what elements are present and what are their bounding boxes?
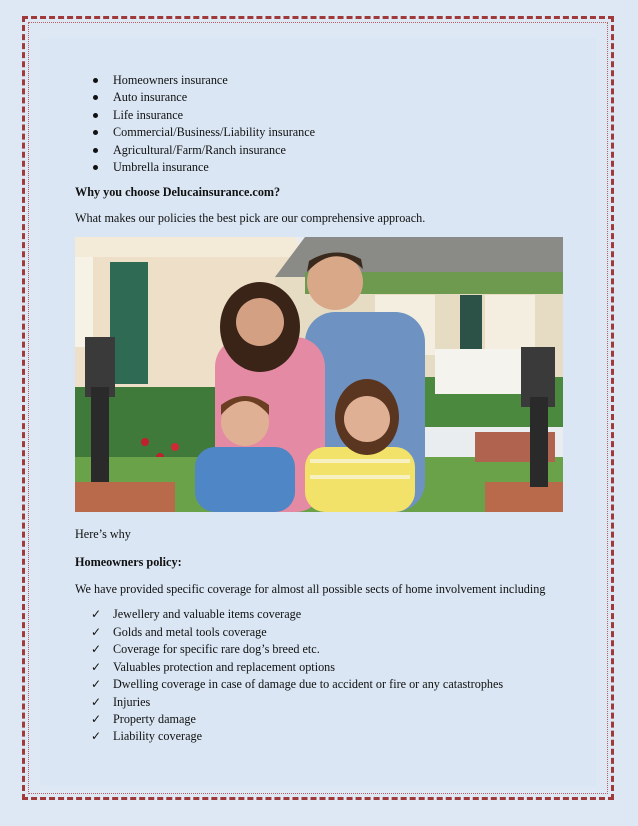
- list-item: [89, 659, 570, 676]
- list-item-label: Property damage: [113, 711, 196, 726]
- heres-why-text: Here’s why: [75, 527, 131, 542]
- check-icon: ✓: [91, 677, 102, 692]
- list-item: [89, 728, 570, 745]
- check-icon: ✓: [91, 659, 102, 674]
- check-icon: ✓: [91, 729, 102, 744]
- check-icon: ✓: [91, 607, 102, 622]
- list-item-label: Dwelling coverage in case of damage due to accident or fire or any catastrophes: [113, 677, 504, 692]
- list-item: Commercial/Business/Liability insurance: [75, 124, 570, 141]
- list-item: Auto insurance: [75, 89, 570, 106]
- list-item: Agricultural/Farm/Ranch insurance: [75, 142, 570, 159]
- list-item: Life insurance: [75, 107, 570, 124]
- list-item-label: Golds and metal tools coverage: [113, 624, 267, 639]
- check-icon: ✓: [91, 711, 102, 726]
- list-item-label: Jewellery and valuable items coverage: [113, 607, 302, 622]
- list-item-label: Liability coverage: [113, 729, 202, 744]
- list-item: [89, 624, 570, 641]
- list-item: Homeowners insurance: [75, 72, 570, 89]
- list-item: [89, 641, 570, 658]
- list-item-label: Coverage for specific rare dog’s breed etc.: [113, 642, 320, 657]
- document-content: [75, 72, 570, 746]
- homeowners-heading: Homeowners policy:: [75, 554, 182, 569]
- check-icon: ✓: [91, 642, 102, 657]
- list-item: [89, 694, 570, 711]
- family-photo: [75, 237, 563, 512]
- list-item: [89, 606, 570, 623]
- list-item-label: Valuables protection and replacement options: [113, 659, 336, 674]
- coverage-list: [89, 606, 570, 745]
- list-item: [89, 711, 570, 728]
- list-item-label: Injuries: [113, 694, 151, 709]
- why-heading: Why you choose Delucainsurance.com?: [75, 185, 281, 200]
- check-icon: ✓: [91, 694, 102, 709]
- homeowners-text: We have provided specific coverage for almost all possible sects of home involvement including: [75, 582, 546, 597]
- family-photo-illustration: [75, 237, 563, 512]
- insurance-types-list: [75, 72, 570, 176]
- list-item: Umbrella insurance: [75, 159, 570, 176]
- why-text: What makes our policies the best pick are our comprehensive approach.: [75, 210, 426, 225]
- list-item: [89, 676, 570, 693]
- check-icon: ✓: [91, 624, 102, 639]
